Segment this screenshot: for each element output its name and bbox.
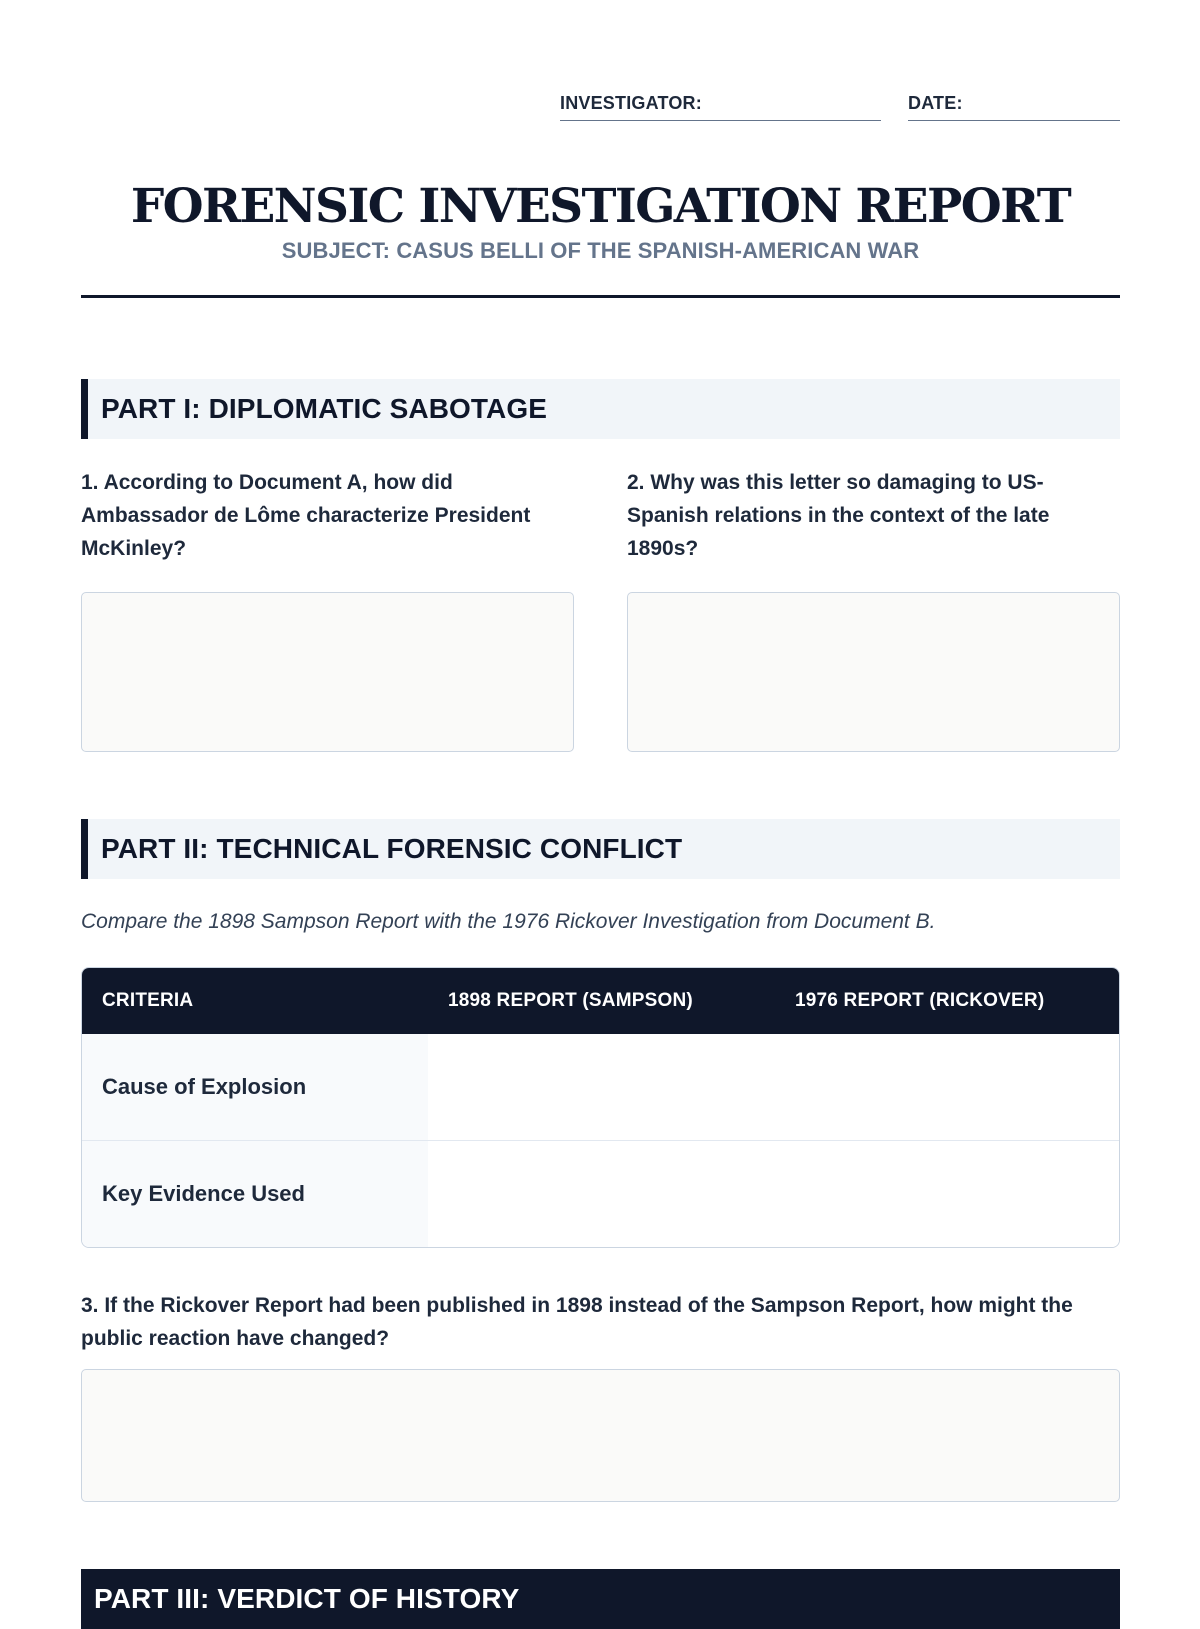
comparison-table (81, 967, 1120, 1248)
cell-evidence-sampson[interactable] (428, 1141, 774, 1247)
part1-heading: PART I: DIPLOMATIC SABOTAGE (81, 379, 1120, 439)
date-field[interactable] (908, 88, 1120, 121)
answer-box-3[interactable] (81, 1369, 1120, 1502)
table-header-row (82, 968, 1119, 1034)
column-header-sampson: 1898 REPORT (SAMPSON) (448, 990, 693, 1011)
cell-cause-rickover[interactable] (774, 1034, 1119, 1140)
column-header-criteria: CRITERIA (102, 990, 194, 1011)
table-row (82, 1034, 1119, 1141)
row-criteria-evidence: Key Evidence Used (82, 1141, 428, 1247)
row-criteria-cause: Cause of Explosion (82, 1034, 428, 1140)
question-1: 1. According to Document A, how did Ambassador de Lôme characterize President McKinley? (81, 471, 531, 560)
answer-box-2[interactable] (627, 592, 1120, 752)
part2-heading: PART II: TECHNICAL FORENSIC CONFLICT (81, 819, 1120, 879)
table-row (82, 1141, 1119, 1247)
cell-evidence-rickover[interactable] (774, 1141, 1119, 1247)
part2-instruction: Compare the 1898 Sampson Report with the 1976 Rickover Investigation from Document B. (81, 910, 936, 933)
column-header-rickover: 1976 REPORT (RICKOVER) (795, 990, 1045, 1011)
header-meta (81, 88, 1120, 124)
part3-heading: PART III: VERDICT OF HISTORY (81, 1569, 1120, 1629)
investigator-label: INVESTIGATOR: (560, 93, 702, 113)
page-subtitle: SUBJECT: CASUS BELLI OF THE SPANISH-AMERICAN WAR (281, 238, 920, 263)
answer-box-1[interactable] (81, 592, 574, 752)
question-2: 2. Why was this letter so damaging to US-Spanish relations in the context of the late 1890s? (627, 471, 1050, 560)
page-title: FORENSIC INVESTIGATION REPORT (130, 179, 1071, 234)
question-3: 3. If the Rickover Report had been published in 1898 instead of the Sampson Report, how might the public reaction have changed? (81, 1294, 1073, 1350)
date-label: DATE: (908, 93, 963, 113)
title-divider (81, 295, 1120, 298)
investigator-field[interactable] (560, 88, 881, 121)
cell-cause-sampson[interactable] (428, 1034, 774, 1140)
